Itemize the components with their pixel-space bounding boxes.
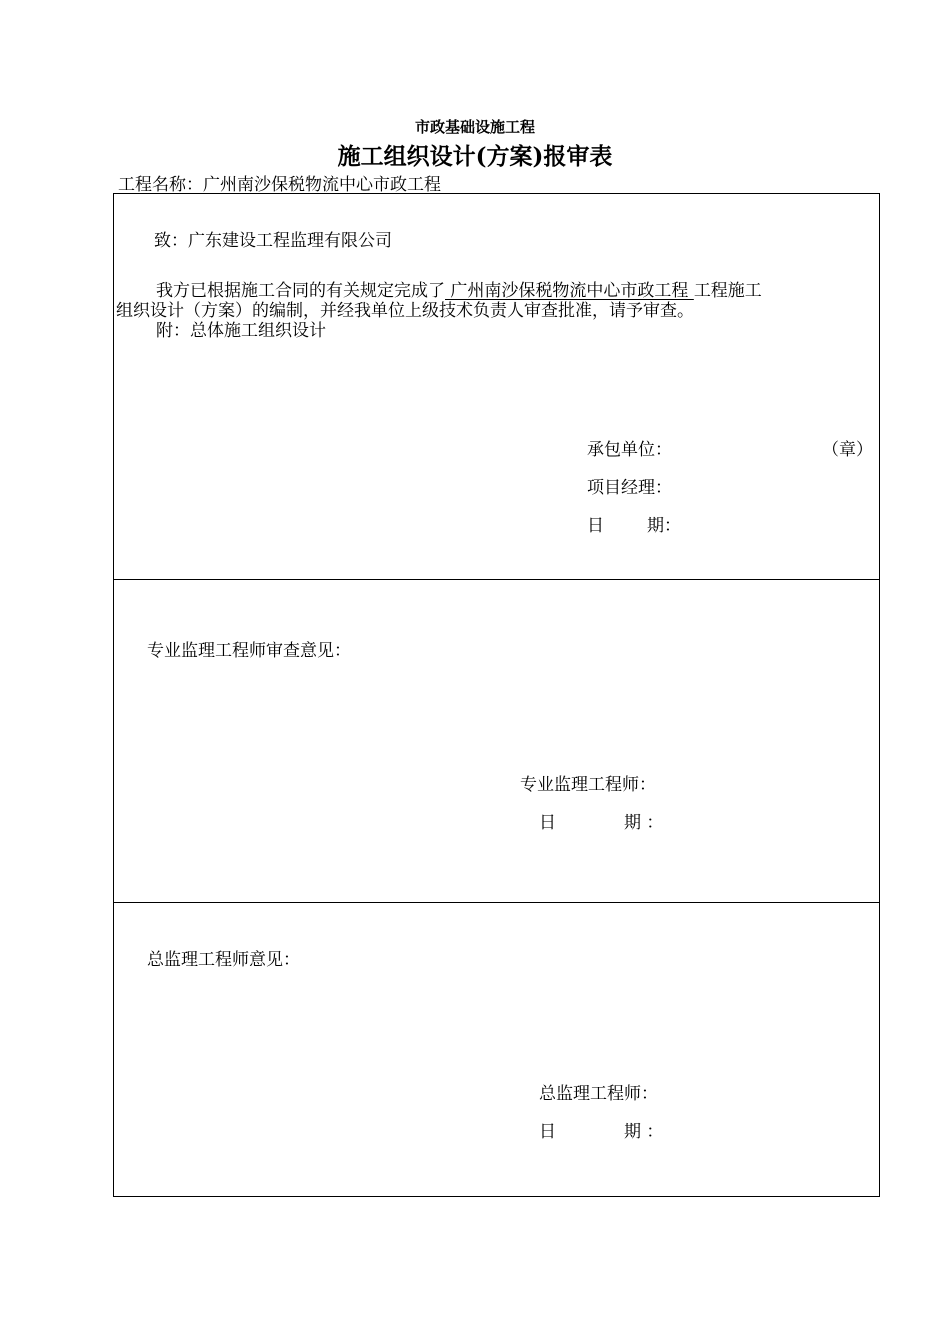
date-label-part2: 期： [647,516,681,536]
specialist-date-part2: 期 ： [624,813,664,833]
submission-line-2: 组织设计（方案）的编制，并经我单位上级技术负责人审查批准，请予审查。 [116,301,694,321]
contractor-label: 承包单位： [587,440,672,460]
submission-project-name: 广州南沙保税物流中心市政工程 [445,281,694,301]
chief-date-part2: 期 ： [624,1122,664,1142]
section-divider-1 [114,579,879,580]
submission-prefix: 我方已根据施工合同的有关规定完成了 [156,281,445,301]
addressee-line: 致：广东建设工程监理有限公司 [154,231,392,251]
submission-paragraph [116,281,876,341]
chief-engineer-label: 总监理工程师： [539,1084,658,1104]
form-subtitle: 市政基础设施工程 [414,118,535,136]
project-name-line [118,170,441,195]
chief-date-part1: 日 [539,1122,556,1142]
seal-mark: （章） [822,440,873,460]
project-manager-label: 项目经理： [587,478,672,498]
specialist-opinion-label: 专业监理工程师审查意见： [147,641,351,661]
submission-suffix: 工程施工 [693,281,762,301]
section-divider-2 [114,902,879,903]
approval-form-table [113,193,880,1197]
date-label-part1: 日 [587,516,604,536]
specialist-date-part1: 日 [539,813,556,833]
chief-opinion-label: 总监理工程师意见： [147,950,300,970]
submission-line-1 [116,281,876,301]
project-name: 广州南沙保税物流中心市政工程 [203,175,441,195]
attachment-line: 附：总体施工组织设计 [156,321,326,341]
specialist-engineer-label: 专业监理工程师： [520,775,656,795]
project-label: 工程名称： [118,175,203,195]
form-title: 施工组织设计(方案)报审表 [337,143,613,170]
